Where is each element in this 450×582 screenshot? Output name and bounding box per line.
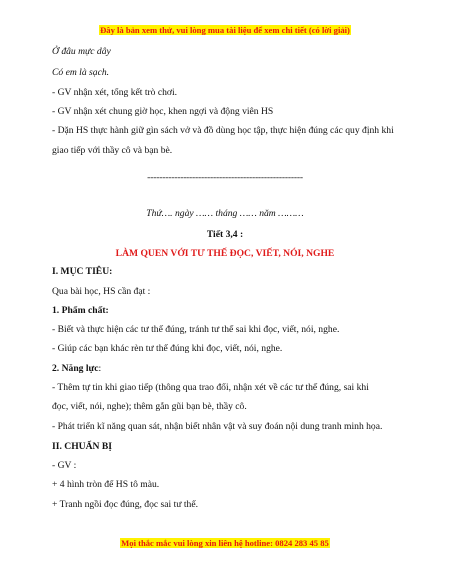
- paragraph: - Giúp các bạn khác rèn tư thế đúng khi đọc, viết, nói, nghe.: [52, 343, 283, 354]
- section-heading: II. CHUẨN BỊ: [52, 441, 112, 452]
- preview-banner-text: Đây là bản xem thử, vui lòng mua tài liệu để xem chi tiết (có lời giải): [100, 25, 350, 35]
- divider: ----------------------------------------------------: [147, 172, 303, 183]
- hotline-banner-text: Mọi thắc mắc vui lòng xin liên hệ hotline: 0824 283 45 85: [121, 538, 329, 548]
- lesson-title: LÀM QUEN VỚI TƯ THẾ ĐỌC, VIẾT, NÓI, NGHE: [115, 248, 335, 259]
- subheading-colon: :: [98, 363, 102, 374]
- preview-banner: [0, 25, 450, 35]
- poem-line-1: Ở đâu mực dây: [52, 46, 111, 57]
- paragraph: - Thêm tự tin khi giao tiếp (thông qua trao đổi, nhận xét về các tư thế đúng, sai khi: [52, 382, 369, 393]
- paragraph: - GV :: [52, 460, 77, 471]
- list-item: + Tranh ngồi đọc đúng, đọc sai tư thế.: [52, 499, 198, 510]
- section-heading: I. MỤC TIÊU:: [52, 266, 113, 277]
- paragraph: - Biết và thực hiện các tư thế đúng, tránh tư thế sai khi đọc, viết, nói, nghe.: [52, 324, 340, 335]
- poem-line-2: Có em là sạch.: [52, 67, 110, 78]
- subheading: [52, 363, 402, 375]
- paragraph: - GV nhận xét chung giờ học, khen ngợi và động viên HS: [52, 106, 274, 117]
- subheading-text: 2. Năng lực: [52, 363, 99, 374]
- hotline-banner: [0, 538, 450, 548]
- date-line: Thứ…. ngày …… tháng …… năm ………: [146, 208, 304, 219]
- paragraph: - Phát triển kĩ năng quan sát, nhận biết nhân vật và suy đoán nội dung tranh minh họa.: [52, 421, 383, 432]
- lesson-number: Tiết 3,4 :: [206, 229, 244, 240]
- paragraph: - GV nhận xét, tổng kết trò chơi.: [52, 87, 178, 98]
- subheading: 1. Phẩm chất:: [52, 305, 109, 316]
- paragraph: Qua bài học, HS cần đạt :: [52, 286, 151, 297]
- paragraph: - Dặn HS thực hành giữ gìn sách vở và đồ dùng học tập, thực hiện đúng các quy định khi: [52, 125, 394, 136]
- list-item: + 4 hình tròn để HS tô màu.: [52, 479, 160, 490]
- paragraph: giao tiếp với thầy cô và bạn bè.: [52, 145, 173, 156]
- paragraph: đọc, viết, nói, nghe); thêm gắn gũi bạn bè, thầy cô.: [52, 401, 247, 412]
